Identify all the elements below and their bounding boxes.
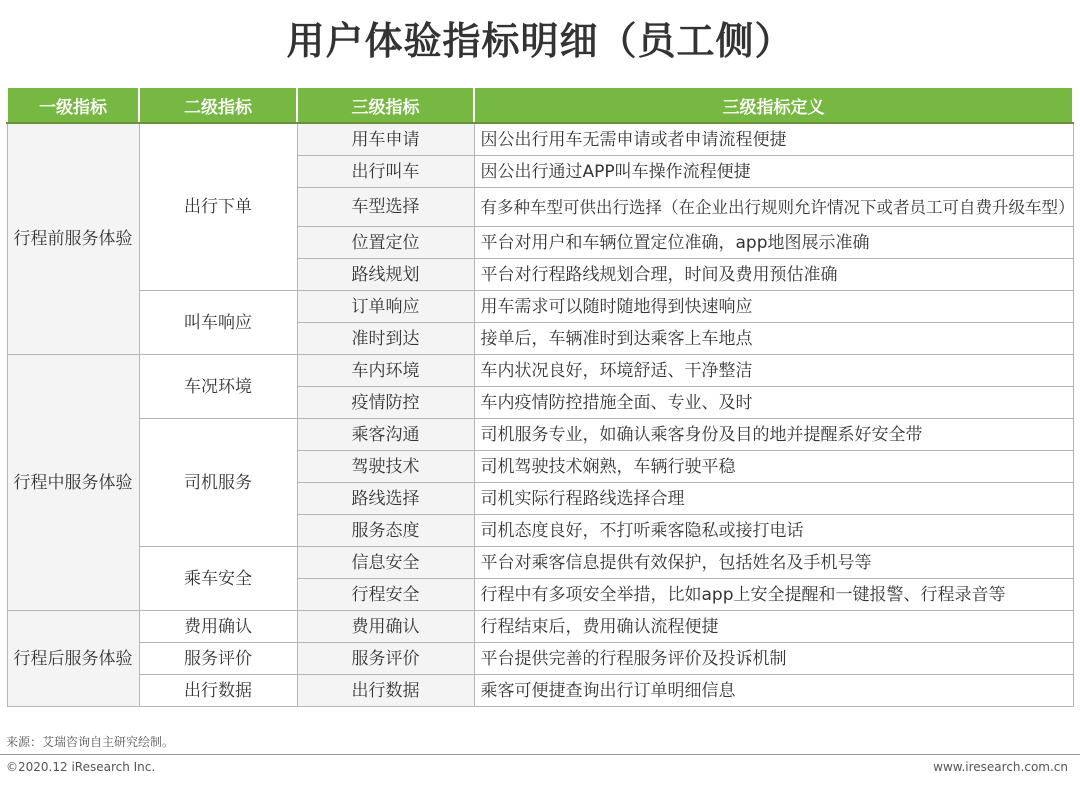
level3-cell: 驾驶技术 [297, 451, 474, 483]
definition-cell: 乘客可便捷查询出行订单明细信息 [474, 675, 1073, 707]
level2-cell: 车况环境 [139, 355, 297, 419]
level2-cell: 出行数据 [139, 675, 297, 707]
table-row [7, 611, 1073, 643]
definition-cell: 行程结束后，费用确认流程便捷 [474, 611, 1073, 643]
definition-cell: 平台对行程路线规划合理，时间及费用预估准确 [474, 259, 1073, 291]
header-definition: 三级指标定义 [474, 87, 1073, 123]
definition-cell: 车内状况良好，环境舒适、干净整洁 [474, 355, 1073, 387]
level3-cell: 服务态度 [297, 515, 474, 547]
table-row [7, 123, 1073, 156]
definition-cell: 司机服务专业，如确认乘客身份及目的地并提醒系好安全带 [474, 419, 1073, 451]
page-title: 用户体验指标明细（员工侧） [286, 19, 794, 63]
level3-cell: 疫情防控 [297, 387, 474, 419]
level2-cell: 服务评价 [139, 643, 297, 675]
definition-cell: 行程中有多项安全举措，比如app上安全提醒和一键报警、行程录音等 [474, 579, 1073, 611]
definition-cell: 平台对用户和车辆位置定位准确，app地图展示准确 [474, 227, 1073, 259]
level3-cell: 出行叫车 [297, 156, 474, 188]
level2-cell: 司机服务 [139, 419, 297, 547]
level3-cell: 费用确认 [297, 611, 474, 643]
website-link[interactable]: www.iresearch.com.cn [933, 760, 1068, 774]
level3-cell: 路线选择 [297, 483, 474, 515]
definition-cell: 有多种车型可供出行选择（在企业出行规则允许情况下或者员工可自费升级车型） [474, 188, 1073, 227]
level1-cell: 行程前服务体验 [7, 123, 139, 355]
table-row [7, 547, 1073, 579]
table-row [7, 643, 1073, 675]
definition-cell: 司机驾驶技术娴熟，车辆行驶平稳 [474, 451, 1073, 483]
definition-cell: 因公出行通过APP叫车操作流程便捷 [474, 156, 1073, 188]
level3-cell: 用车申请 [297, 123, 474, 156]
level2-cell: 叫车响应 [139, 291, 297, 355]
level1-cell: 行程后服务体验 [7, 611, 139, 707]
level3-cell: 车型选择 [297, 188, 474, 227]
table-row [7, 355, 1073, 387]
level1-cell: 行程中服务体验 [7, 355, 139, 611]
level3-cell: 出行数据 [297, 675, 474, 707]
level3-cell: 服务评价 [297, 643, 474, 675]
metrics-table [6, 86, 1074, 707]
table-header-row [7, 87, 1073, 123]
source-note: 来源：艾瑞咨询自主研究绘制。 [6, 735, 175, 749]
header-level1: 一级指标 [7, 87, 139, 123]
definition-cell: 因公出行用车无需申请或者申请流程便捷 [474, 123, 1073, 156]
table-row [7, 419, 1073, 451]
definition-cell: 司机态度良好，不打听乘客隐私或接打电话 [474, 515, 1073, 547]
level3-cell: 路线规划 [297, 259, 474, 291]
level2-cell: 费用确认 [139, 611, 297, 643]
definition-cell: 平台对乘客信息提供有效保护，包括姓名及手机号等 [474, 547, 1073, 579]
table-row [7, 675, 1073, 707]
definition-cell: 平台提供完善的行程服务评价及投诉机制 [474, 643, 1073, 675]
level3-cell: 乘客沟通 [297, 419, 474, 451]
level3-cell: 订单响应 [297, 291, 474, 323]
level3-cell: 车内环境 [297, 355, 474, 387]
copyright: ©2020.12 iResearch Inc. [6, 760, 156, 774]
definition-cell: 用车需求可以随时随地得到快速响应 [474, 291, 1073, 323]
footer-divider [0, 754, 1080, 755]
level3-cell: 准时到达 [297, 323, 474, 355]
level3-cell: 位置定位 [297, 227, 474, 259]
level3-cell: 行程安全 [297, 579, 474, 611]
definition-cell: 车内疫情防控措施全面、专业、及时 [474, 387, 1073, 419]
header-level3: 三级指标 [297, 87, 474, 123]
level3-cell: 信息安全 [297, 547, 474, 579]
definition-cell: 司机实际行程路线选择合理 [474, 483, 1073, 515]
level2-cell: 乘车安全 [139, 547, 297, 611]
level2-cell: 出行下单 [139, 123, 297, 291]
definition-cell: 接单后，车辆准时到达乘客上车地点 [474, 323, 1073, 355]
table-row [7, 291, 1073, 323]
header-level2: 二级指标 [139, 87, 297, 123]
